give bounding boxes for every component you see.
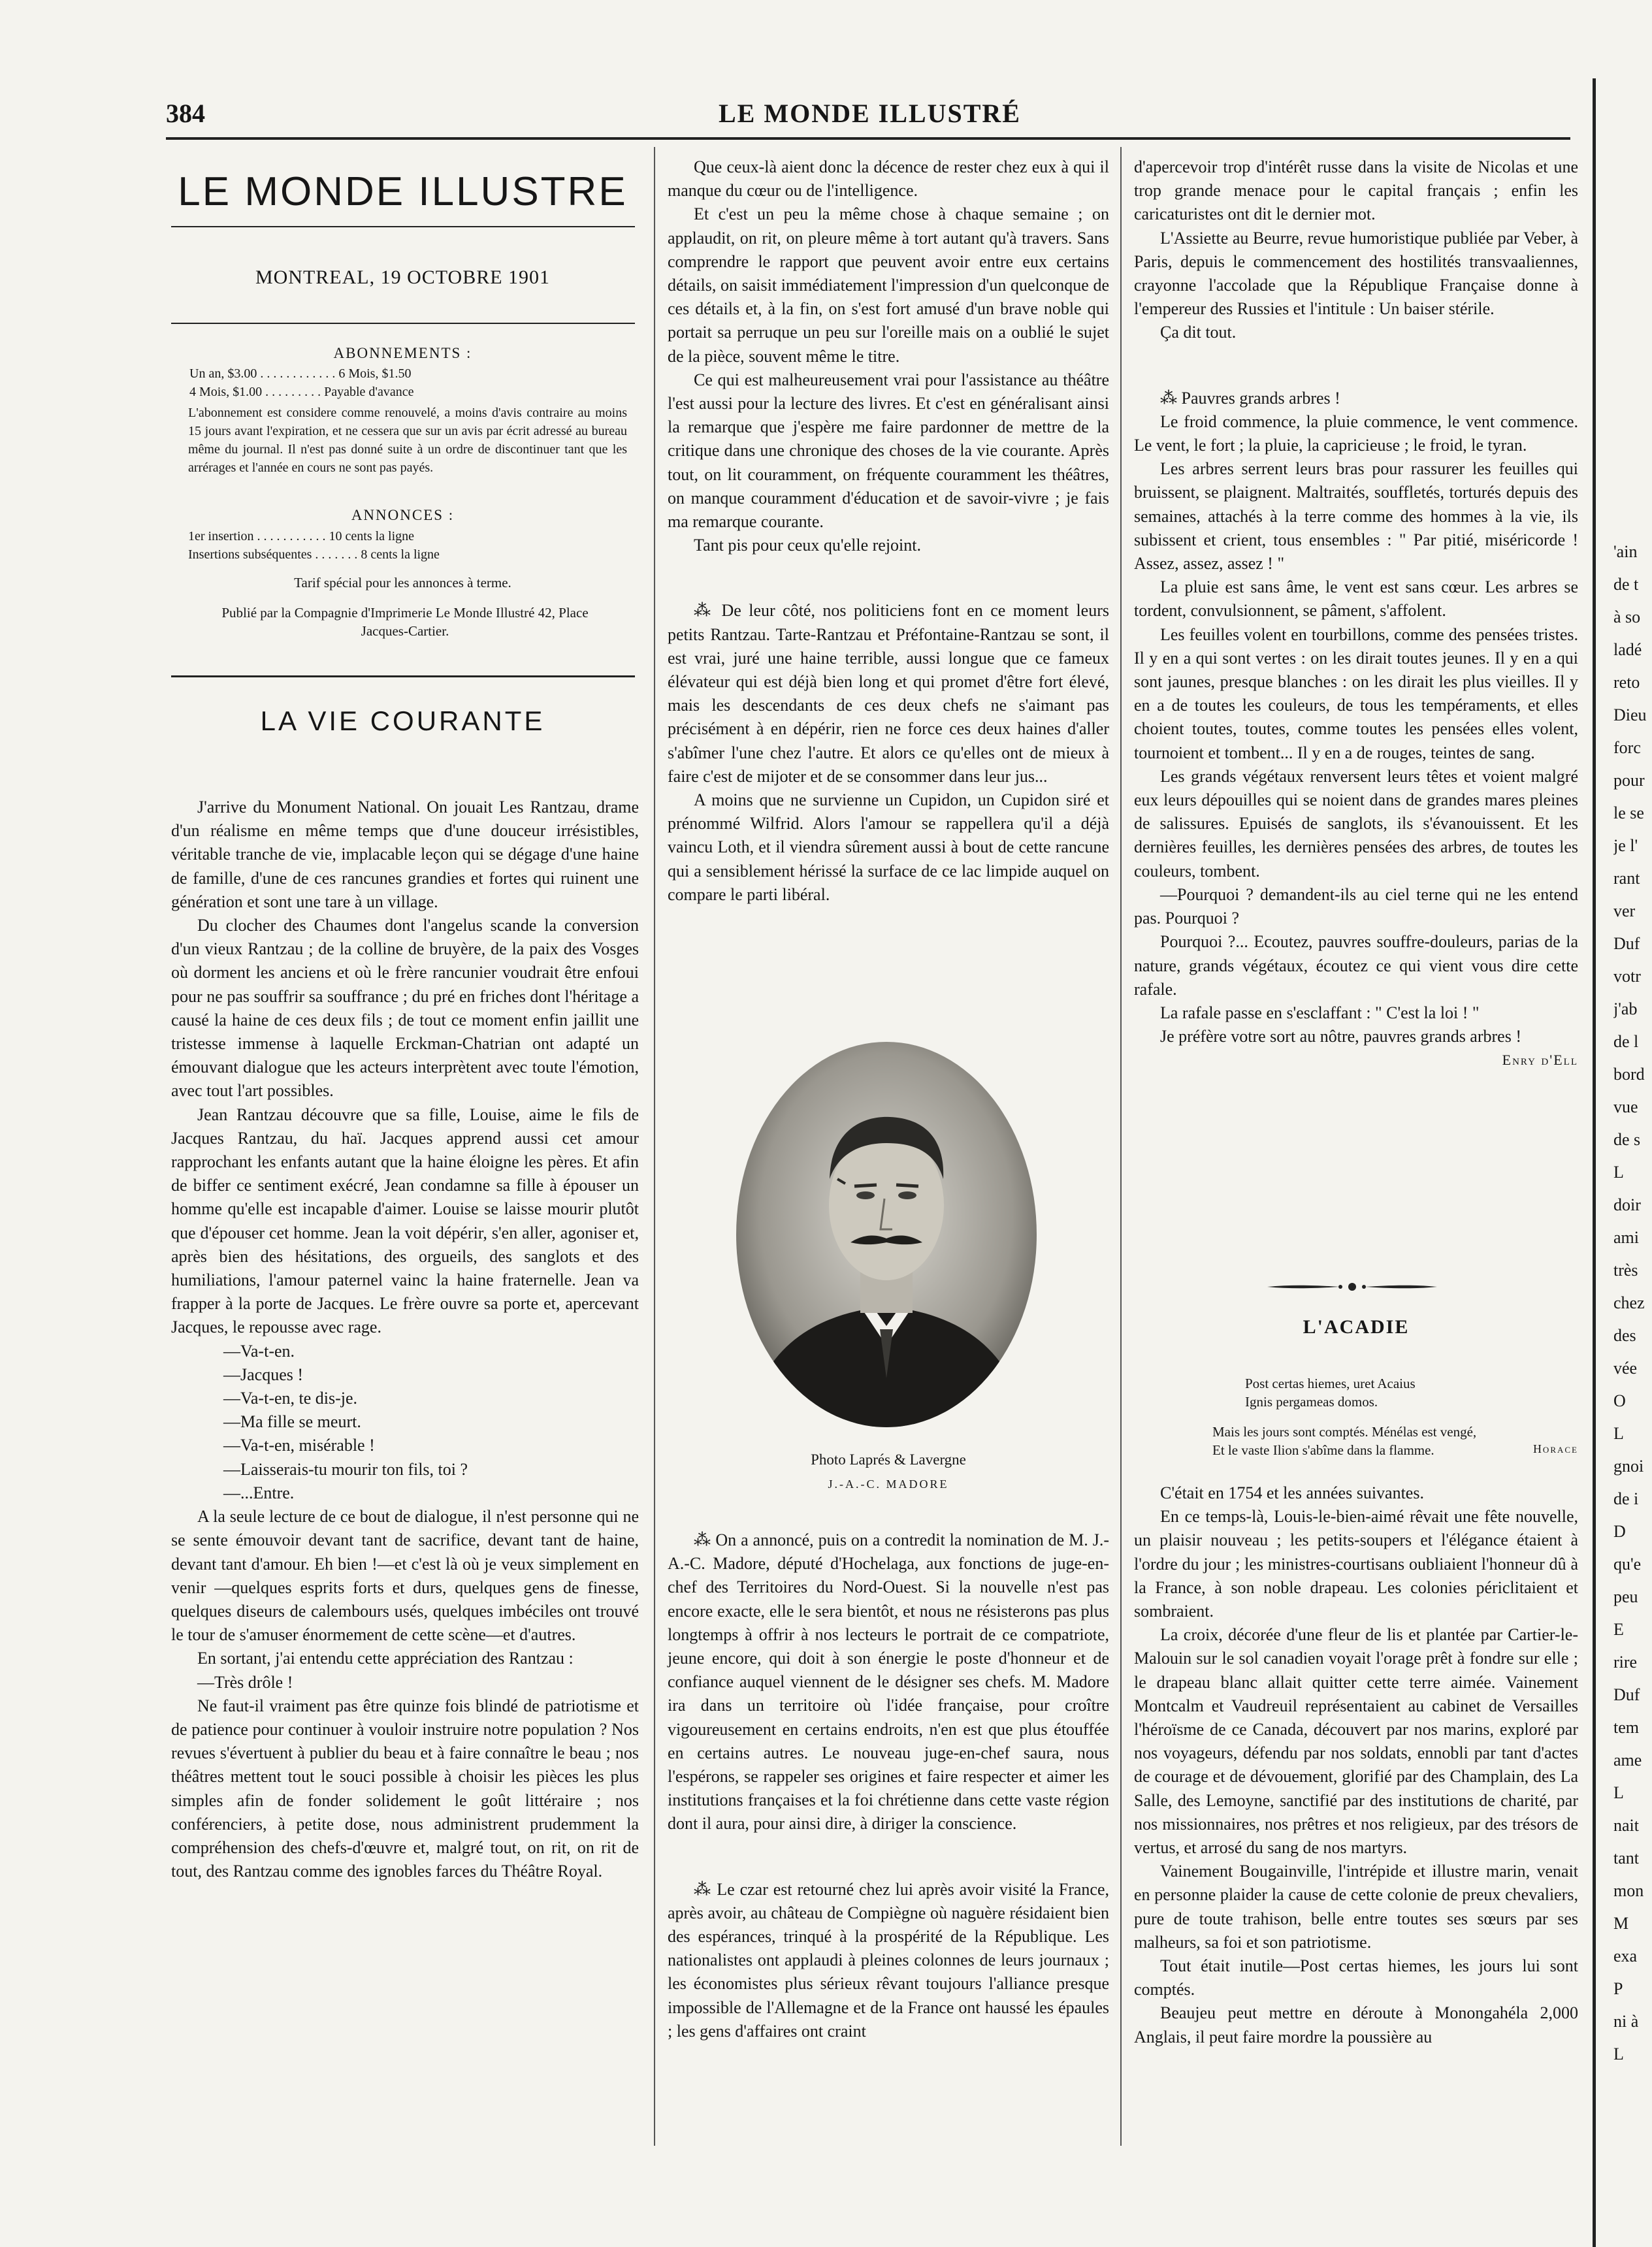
- margin-fragment: L: [1613, 1783, 1624, 1802]
- page-edge-rule: [1593, 78, 1596, 2247]
- portrait-illustration: [733, 1039, 1040, 1431]
- ads-heading: ANNONCES :: [351, 507, 455, 523]
- paragraph: Les arbres serrent leurs bras pour rassurer les feuilles qui bruissent, se plaignent. Maltraités, souffletés, torturés depuis des semaines, attachés à la terre comme des hommes à la vie, ils subissent et crient, tous ensembles : " Par pitié, miséricorde ! Assez, assez, assez ! ": [1134, 459, 1578, 574]
- margin-fragment: pour: [1613, 771, 1645, 790]
- margin-fragment: tem: [1613, 1718, 1639, 1737]
- paragraph: Et c'est un peu la même chose à chaque semaine ; on applaudit, on rit, on pleure même à tort autant qu'à travers. Sans comprendre le rapport que peuvent avoir entre eux certains détails, on saisit immédiatement l'impression d'un quelconque de ces détails et, à la fin, on s'est fort amusé d'un brave noble qui portait sa perruque un peu sur l'oreille mais on a oublié le sujet de la pièce, souvent même le titre.: [668, 204, 1109, 366]
- paragraph: A la seule lecture de ce bout de dialogue, il n'est personne qui ne se sente émouvoir devant tant de sacrifice, devant tant de haine, devant tant d'amour. Eh bien !—et c'est là où je veux simplement en venir —quelques esprits forts et durs, quelques gens de finesse, quelques diseurs de calembours usés, quelques imbéciles ont trouvé le tour de s'amuser énormement de cette scène—et d'autres.: [171, 1507, 639, 1645]
- dialogue-line: —Jacques !: [223, 1365, 304, 1384]
- paragraph: J'arrive du Monument National. On jouait Les Rantzau, drame d'un réalisme en même temps que d'une douceur irrésistibles, véritable tranche de vie, implacable leçon qui se dégage d'une haine de famille, d'une de ces rancunes grandies et fortes qui ruinent une génération et sont une tare à un village.: [171, 798, 639, 911]
- margin-fragment: rant: [1613, 869, 1640, 888]
- margin-fragment: D: [1613, 1522, 1626, 1541]
- margin-fragment: forc: [1613, 738, 1641, 757]
- paragraph: Du clocher des Chaumes dont l'angelus scande la conversion d'un vieux Rantzau ; de la colline de bruyère, de la paix des Vosges où dorment les anciens et où le frère rancunier voudrait être enfoui pour ne pas souffrir sa souffrance ; du pré en friches dont l'héritage a causé la haine de ces deux fils ; de tout ce moment enfin jaillit une tristesse immense à laquelle Erckman-Chatrian ont adapté un émouvant dialogue que les acteurs interprètent avec toute l'émotion, avec tout l'art possibles.: [171, 916, 639, 1101]
- margin-fragment: L: [1613, 1424, 1624, 1443]
- subscription-rate-line: Un an, $3.00 . . . . . . . . . . . . 6 Mois, $1.50: [189, 366, 412, 381]
- epigraph-line: Post certas hiemes, uret Acaius: [1245, 1376, 1416, 1391]
- margin-fragment: le se: [1613, 803, 1644, 822]
- signature: Enry d'Ell: [1502, 1052, 1578, 1069]
- paragraph: En ce temps-là, Louis-le-bien-aimé rêvait une fête nouvelle, un plaisir nouveau ; les petits-soupers et l'élégance étaient à l'ordre du jour ; les ministres-courtisans oubliaient l'honneur dû à la France, à son noble drapeau. Les colonies périclitaient et sombraient.: [1134, 1507, 1578, 1621]
- margin-fragment: E: [1613, 1620, 1624, 1639]
- margin-fragment: tant: [1613, 1849, 1639, 1867]
- margin-fragment: peu: [1613, 1587, 1638, 1606]
- margin-fragment: L: [1613, 2045, 1624, 2063]
- paragraph: Ne faut-il vraiment pas être quinze fois blindé de patriotisme et de patience pour continuer à vouloir instruire notre population ? Nos revues s'évertuent à publier du beau et à faire connaître le beau ; nos théâtres mettent tout le souci possible à choisir les pièces les plus simples afin de fonder solidement le goût littéraire ; nos conférenciers, à petite dose, nous administrent prudemment la compréhension des chefs-d'œuvre et, malgré tout, on rit, on rit de tout, des Rantzau comme des ignobles farces du Théâtre Royal.: [171, 1696, 639, 1881]
- column-2-top: [668, 155, 1109, 907]
- epigraph-line: Mais les jours sont comptés. Ménélas est vengé,: [1212, 1424, 1477, 1440]
- margin-fragment: P: [1613, 1979, 1623, 1998]
- subscription-rate-line: 4 Mois, $1.00 . . . . . . . . . Payable d'avance: [189, 385, 414, 399]
- margin-fragment: des: [1613, 1326, 1636, 1345]
- column-rule-1: [654, 147, 655, 2146]
- column-rule-2: [1120, 147, 1122, 2146]
- portrait-photo: [733, 1039, 1040, 1431]
- paragraph: Tout était inutile—Post certas hiemes, les jours lui sont comptés.: [1134, 1956, 1578, 1999]
- margin-fragment: bord: [1613, 1065, 1645, 1084]
- dialogue-line: —Va-t-en.: [223, 1341, 295, 1361]
- masthead-title: LE MONDE ILLUSTRE: [178, 169, 628, 214]
- margin-fragment: L: [1613, 1163, 1624, 1182]
- margin-fragment: doir: [1613, 1195, 1641, 1214]
- margin-fragment: ni à: [1613, 2012, 1639, 2031]
- page-number: 384: [166, 99, 205, 128]
- dateline: MONTREAL, 19 OCTOBRE 1901: [255, 267, 551, 288]
- paragraph: Vainement Bougainville, l'intrépide et illustre marin, venait en personne plaider la cause de cette colonie de preux chevaliers, pure de toute trahison, belle entre toutes ses sœurs par ses malheurs, sa foi et son patriotisme.: [1134, 1862, 1578, 1952]
- paragraph: Beaujeu peut mettre en déroute à Monongahéla 2,000 Anglais, il peut faire mordre la poussière au: [1134, 2003, 1578, 2046]
- paragraph: Je préfère votre sort au nôtre, pauvres grands arbres !: [1160, 1027, 1521, 1046]
- margin-fragment: qu'e: [1613, 1555, 1642, 1574]
- margin-fragment: ami: [1613, 1228, 1639, 1247]
- margin-fragment: ame: [1613, 1751, 1642, 1770]
- epigraph: [1134, 1374, 1578, 1456]
- margin-fragment: vée: [1613, 1359, 1638, 1378]
- margin-fragment: de t: [1613, 575, 1639, 594]
- margin-fragment: vue: [1613, 1097, 1638, 1116]
- adjacent-page-fragments: [1613, 536, 1652, 2071]
- margin-fragment: chez: [1613, 1293, 1645, 1312]
- ad-rate-line: Insertions subséquentes . . . . . . . 8 cents la ligne: [188, 547, 440, 562]
- margin-fragment: très: [1613, 1261, 1638, 1280]
- paragraph: Jean Rantzau découvre que sa fille, Louise, aime le fils de Jacques Rantzau, du haï. Jacques apprend aussi cet amour rapprochant les enfants autant que la haine éloigne les pères. Et afin de biffer ce sentiment exécré, Jean condamne sa fille à épouser un homme qu'elle est incapable d'aimer. Louise se laisse mourir plutôt que d'épouser cet homme. Jean la voit dépérir, s'en aller, agoniser et, après bien des hésitations, des orgueils, des sanglots et des humiliations, l'amour paternel vainc la haine fraternelle. Jean va frapper à la porte de Jacques. Le frère ouvre sa porte et, apercevant Jacques, le repousse avec rage.: [171, 1105, 639, 1337]
- margin-fragment: mon: [1613, 1881, 1644, 1900]
- margin-fragment: de i: [1613, 1489, 1639, 1508]
- column-2-bottom: [668, 1528, 1109, 2043]
- ornament-divider: [1267, 1280, 1437, 1293]
- subscription-terms: L'abonnement est considere comme renouvelé, a moins d'avis contraire au moins 15 jours avant l'expiration, et ne cessera que sur un avis par écrit adressé au bureau même du journal. Il n'est pas donné suite à un ordre de discontinuer tant que les arrérages et l'année en cours ne sont pas payés.: [188, 406, 627, 475]
- margin-fragment: M: [1613, 1914, 1629, 1933]
- paragraph: La pluie est sans âme, le vent est sans cœur. Les arbres se tordent, convulsionnent, se pâment, s'affolent.: [1134, 577, 1578, 621]
- tariff-note: Tarif spécial pour les annonces à terme.: [294, 575, 511, 590]
- margin-fragment: ladé: [1613, 640, 1642, 659]
- margin-fragment: rire: [1613, 1653, 1638, 1672]
- paragraph: L'Assiette au Beurre, revue humoristique publiée par Veber, à Paris, depuis le commencement des hostilités transvaaliennes, crayonne l'accolade que la République Française donne à l'empereur des Russies et l'intitule : Un baiser stérile.: [1134, 228, 1578, 319]
- ad-rate-line: 1er insertion . . . . . . . . . . . 10 cents la ligne: [188, 529, 415, 543]
- photo-caption: J.-A.-C. MADORE: [828, 1478, 949, 1491]
- margin-fragment: O: [1613, 1391, 1626, 1410]
- dialogue-line: —Laisserais-tu mourir ton fils, toi ?: [223, 1459, 468, 1479]
- paragraph: La rafale passe en s'esclaffant : " C'est la loi ! ": [1160, 1003, 1480, 1022]
- margin-fragment: Duf: [1613, 934, 1640, 953]
- paragraph: ⁂ Le czar est retourné chez lui après avoir visité la France, après avoir, au château de Compiègne où naguère résidaient bien des espérances, trinqué à la prospérité de la République. Les nationalistes ont applaudi à pleines colonnes de leurs journaux ; les économistes plus sérieux rêvant toujours l'alliance presque impossible de l'Allemagne et de la France ont haussé les épaules ; les gens d'affaires ont craint: [668, 1879, 1109, 2041]
- column-1-body: [171, 796, 639, 1883]
- paragraph: —Pourquoi ? demandent-ils au ciel terne qui ne les entend pas. Pourquoi ?: [1134, 884, 1578, 928]
- photo-credit: Photo Laprés & Lavergne: [811, 1451, 966, 1468]
- margin-fragment: Dieu: [1613, 705, 1647, 724]
- ornament-icon: [1267, 1280, 1437, 1293]
- margin-fragment: 'ain: [1613, 542, 1638, 561]
- paragraph: A moins que ne survienne un Cupidon, un Cupidon siré et prénommé Wilfrid. Alors l'amour se rappellera qu'il a déjà vaincu Loth, et il viendra sûrement aussi à bout de cette rancune qui a sensiblement hérissé la surface de ce lac limpide auquel on compare le parti libéral.: [668, 790, 1109, 904]
- column-3-bottom: [1134, 1481, 1578, 2049]
- paragraph: Ça dit tout.: [1160, 323, 1237, 342]
- epigraph-author: Horace: [1532, 1442, 1578, 1455]
- dialogue-line: —Ma fille se meurt.: [223, 1412, 361, 1432]
- dialogue-line: —Va-t-en, misérable !: [223, 1436, 375, 1455]
- masthead-rule: [171, 226, 635, 227]
- margin-fragment: de s: [1613, 1130, 1641, 1149]
- paragraph: ⁂ Pauvres grands arbres !: [1160, 388, 1340, 408]
- paragraph: En sortant, j'ai entendu cette appréciation des Rantzau :: [197, 1649, 574, 1668]
- epigraph-line: Et le vaste Ilion s'abîme dans la flamme.: [1212, 1442, 1434, 1458]
- margin-fragment: ver: [1613, 901, 1636, 920]
- paragraph: Que ceux-là aient donc la décence de rester chez eux à qui il manque du cœur ou de l'intelligence.: [668, 157, 1109, 201]
- running-title: LE MONDE ILLUSTRÉ: [719, 99, 1021, 128]
- masthead-bottom-rule: [171, 675, 635, 677]
- dialogue-line: —Va-t-en, te dis-je.: [223, 1389, 358, 1408]
- paragraph: Le froid commence, la pluie commence, le vent commence. Le vent, le fort ; la pluie, la capricieuse ; le froid, le tyran.: [1134, 412, 1578, 455]
- margin-fragment: de l: [1613, 1032, 1639, 1051]
- paragraph: d'apercevoir trop d'intérêt russe dans la visite de Nicolas et une trop grande menace pour le capital français ; enfin les caricaturistes ont dit le dernier mot.: [1134, 157, 1578, 224]
- margin-fragment: nait: [1613, 1816, 1639, 1835]
- margin-fragment: gnoi: [1613, 1457, 1644, 1476]
- header-rule: [166, 137, 1570, 140]
- paragraph: ⁂ De leur côté, nos politiciens font en ce moment leurs petits Rantzau. Tarte-Rantzau et Préfontaine-Rantzau se sont, il est vrai, juré une haine terrible, aussi longue que ce fameux élévateur qui est déjà bien long et qui promet d'être fort élevé, mais les descendants de ces deux chefs ne s'aimant pas précisément à en dépérir, rien ne force ces deux haines d'aller s'abîmer l'une chez l'autre. Et alors ce qu'elles ont de mieux à faire c'est de mijoter et de se consommer dans leur jus...: [668, 601, 1109, 786]
- margin-fragment: reto: [1613, 673, 1640, 692]
- paragraph: Pourquoi ?... Ecoutez, pauvres souffre-douleurs, parias de la nature, grands végétaux, écoutez ce qui vient vous dire cette rafale.: [1134, 932, 1578, 999]
- subscriptions-heading: ABONNEMENTS :: [333, 345, 472, 361]
- margin-fragment: votr: [1613, 967, 1641, 986]
- paragraph: La croix, décorée d'une fleur de lis et plantée par Cartier-le-Malouin sur le sol canadien voyait l'orage prêt à fondre sur elle ; le drapeau blanc allait quitter cette terre aimée. Vainement Montcalm et Vaudreuil représentaient au cabinet de Versailles l'héroïsme de ce Canada, découvert par nos marins, exploré par nos voyageurs, défendu par nos soldats, ennobli par tant d'actes de courage et de dévouement, glorifié par des Champlain, des La Salle, des Lemoyne, sanctifié par des institutions de charité, par nos missionnaires, nos prêtres et nos religieux, par des trésors de vertus, et arrosé du sang de nos martyrs.: [1134, 1625, 1578, 1858]
- paragraph: Les feuilles volent en tourbillons, comme des pensées tristes. Il y en a qui sont vertes : on les dirait toutes jeunes. Il y en a qui sont jaunes, presque blanches : on les dirait les plus vieilles. Il y en a de toutes les couleurs, de tous les tempéraments, et elles choient toutes, toutes, comme toutes les pensées elles volent, tournoient et tombent... Il y en a de rouges, teintes de sang.: [1134, 624, 1578, 762]
- dateline-rule: [171, 323, 635, 324]
- epigraph-line: Ignis pergameas domos.: [1245, 1394, 1378, 1410]
- section-heading-vie-courante: LA VIE COURANTE: [260, 705, 545, 736]
- dialogue-line: —...Entre.: [223, 1483, 295, 1502]
- section-heading-acadie: L'ACADIE: [1303, 1316, 1410, 1338]
- paragraph: Ce qui est malheureusement vrai pour l'assistance au théâtre l'est aussi pour la lecture des livres. Et c'est en généralisant ainsi la remarque que j'espère me faire pardonner de mettre de la critique dans une chronique des choses de la vie courante. Après tout, on lit couramment, on fréquente couramment les théâtres, on manque couramment d'éducation et de savoir-vivre ; je fais ma remarque courante.: [668, 370, 1109, 532]
- margin-fragment: Duf: [1613, 1685, 1640, 1704]
- margin-fragment: exa: [1613, 1947, 1638, 1965]
- margin-fragment: j'ab: [1613, 999, 1638, 1018]
- paragraph: Tant pis pour ceux qu'elle rejoint.: [694, 536, 921, 555]
- margin-fragment: je l': [1613, 836, 1638, 855]
- column-3-top: [1134, 155, 1578, 1073]
- paragraph: C'était en 1754 et les années suivantes.: [1160, 1483, 1424, 1502]
- publisher-note: Publié par la Compagnie d'Imprimerie Le Monde Illustré 42, Place Jacques-Cartier.: [221, 605, 589, 639]
- paragraph: ⁂ On a annoncé, puis on a contredit la nomination de M. J.-A.-C. Madore, député d'Hochelaga, aux fonctions de juge-en-chef des Territoires du Nord-Ouest. Si la nouvelle n'est pas encore exacte, elle le sera bientôt, et nous ne résisterons pas plus longtemps à offrir à nos lecteurs le portrait de ce compatriote, jeune encore, qui doit à son énergie le poste d'honneur et de confiance auquel viennent de le désigner ses chefs. M. Madore ira dans un territoire où l'idée française, pour croître vigoureusement en certains endroits, n'en est que plus étouffée en certains autres. Le nouveau juge-en-chef saura, nous l'espérons, se rappeler ses origines et faire respecter et aimer les institutions françaises et la foi chrétienne dans cette vaste région dont il aura, pour ainsi dire, à diriger la conscience.: [668, 1530, 1109, 1834]
- paragraph: Les grands végétaux renversent leurs têtes et voient malgré eux leurs dépouilles qui se noient dans de grandes mares pleines de salissures. Epuisés de sanglots, ils s'évanouissent. Et les dernières feuilles, les dernières pensées des arbres, de toutes les couleurs, tombent.: [1134, 766, 1578, 881]
- margin-fragment: à so: [1613, 607, 1641, 626]
- paragraph: —Très drôle !: [197, 1672, 293, 1692]
